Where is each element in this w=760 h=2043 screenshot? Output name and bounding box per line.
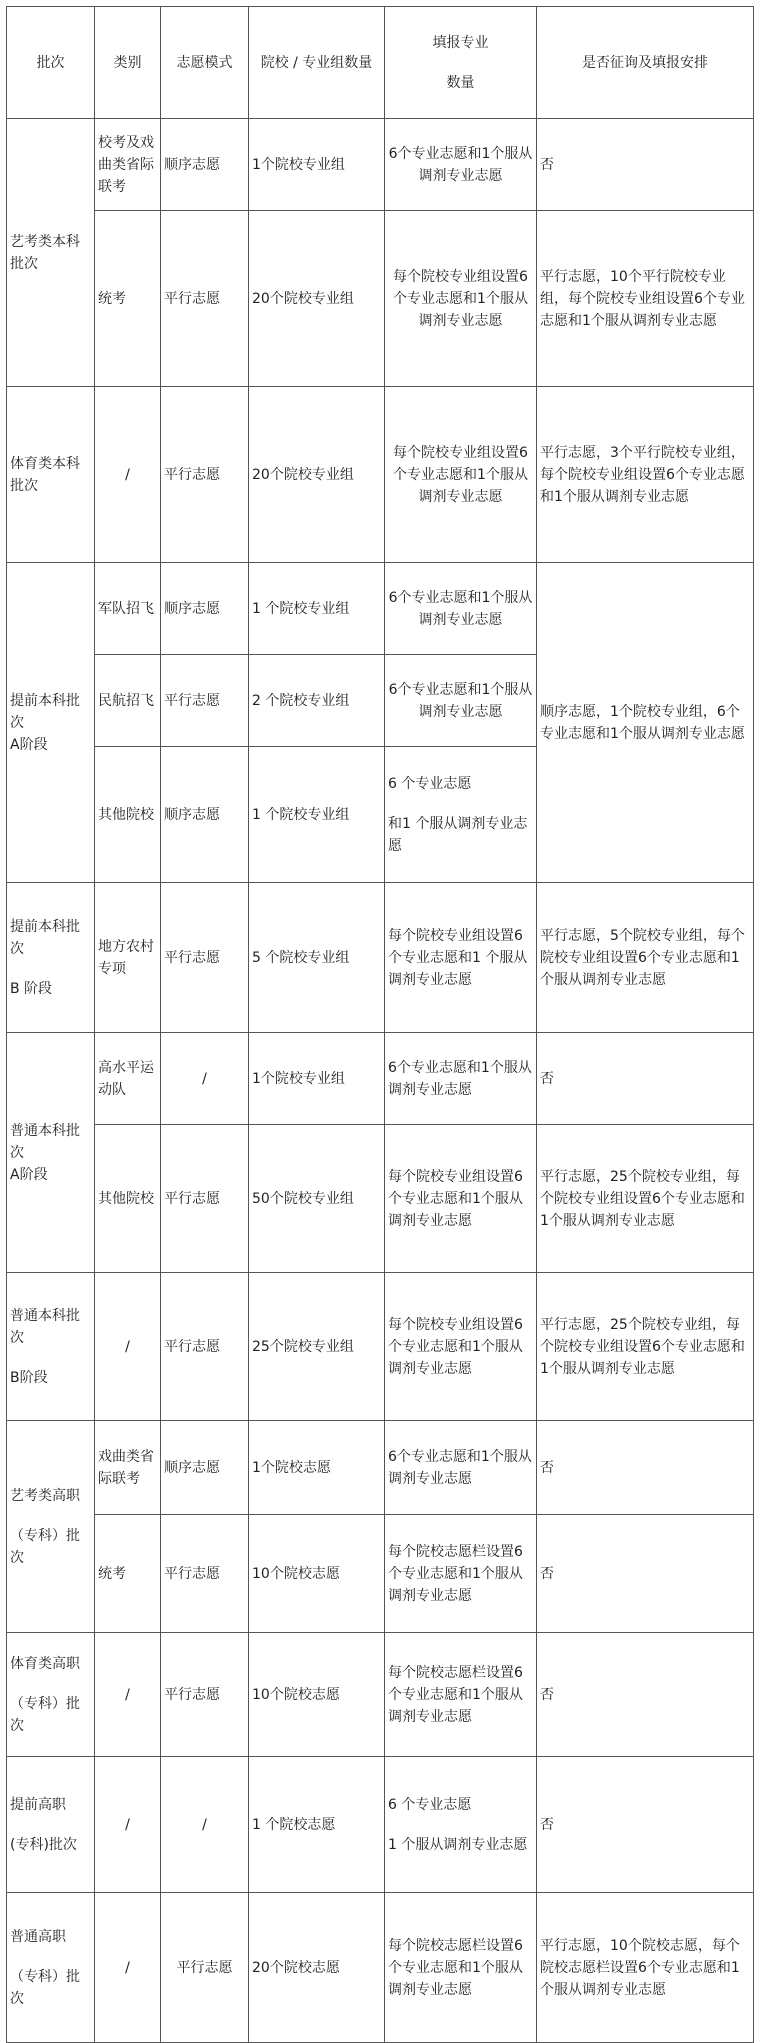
volunteer-table	[6, 6, 754, 2043]
batch-line: 普通高职	[10, 1928, 66, 1945]
count-cell: 1个院校专业组	[249, 119, 385, 211]
category-cell: 军队招飞	[95, 563, 161, 655]
major-line: 6 个专业志愿	[388, 775, 472, 792]
category-cell: 民航招飞	[95, 655, 161, 747]
batch-line: 普通本科批次	[10, 1122, 80, 1161]
major-cell: 6个专业志愿和1个服从调剂专业志愿	[385, 1033, 537, 1125]
batch-cell	[7, 1273, 95, 1421]
arrange-cell: 否	[537, 1033, 754, 1125]
category-cell: 高水平运动队	[95, 1033, 161, 1125]
arrange-cell: 否	[537, 1757, 754, 1893]
major-cell: 每个院校志愿栏设置6个专业志愿和1个服从调剂专业志愿	[385, 1893, 537, 2043]
batch-cell	[7, 1633, 95, 1757]
batch-line: B阶段	[10, 1369, 48, 1386]
table-row	[7, 1893, 754, 2043]
mode-cell: 平行志愿	[161, 1273, 249, 1421]
header-major-line2: 数量	[446, 74, 475, 91]
count-cell: 1 个院校专业组	[249, 563, 385, 655]
major-line: 和1 个服从调剂专业志愿	[388, 815, 528, 854]
batch-cell: 艺考类本科批次	[7, 119, 95, 387]
batch-line: A阶段	[10, 736, 48, 753]
header-arrange: 是否征询及填报安排	[537, 7, 754, 119]
category-cell: /	[95, 1273, 161, 1421]
batch-line: （专科）批次	[10, 1968, 80, 2007]
mode-cell: 顺序志愿	[161, 1421, 249, 1515]
category-cell: /	[95, 1757, 161, 1893]
mode-cell: 平行志愿	[161, 1515, 249, 1633]
category-cell: 统考	[95, 211, 161, 387]
arrange-cell: 平行志愿，10个院校志愿，每个院校志愿栏设置6个专业志愿和1个服从调剂专业志愿	[537, 1893, 754, 2043]
table-row	[7, 563, 754, 655]
mode-cell: 顺序志愿	[161, 119, 249, 211]
table-row	[7, 1033, 754, 1125]
mode-cell: 平行志愿	[161, 211, 249, 387]
batch-line: 体育类高职	[10, 1655, 80, 1672]
major-cell	[385, 1757, 537, 1893]
count-cell: 5 个院校专业组	[249, 883, 385, 1033]
mode-cell: 顺序志愿	[161, 747, 249, 883]
batch-cell: 体育类本科批次	[7, 387, 95, 563]
major-cell	[385, 747, 537, 883]
category-cell: 统考	[95, 1515, 161, 1633]
header-mode: 志愿模式	[161, 7, 249, 119]
mode-cell: 平行志愿	[161, 1893, 249, 2043]
count-cell: 10个院校志愿	[249, 1515, 385, 1633]
count-cell: 1 个院校志愿	[249, 1757, 385, 1893]
header-major	[385, 7, 537, 119]
batch-line: A阶段	[10, 1166, 48, 1183]
count-cell: 20个院校志愿	[249, 1893, 385, 2043]
count-cell: 25个院校专业组	[249, 1273, 385, 1421]
major-cell: 每个院校专业组设置6个专业志愿和1个服从调剂专业志愿	[385, 1273, 537, 1421]
count-cell: 50个院校专业组	[249, 1125, 385, 1273]
header-category: 类别	[95, 7, 161, 119]
category-cell: 其他院校	[95, 1125, 161, 1273]
header-row	[7, 7, 754, 119]
batch-line: B 阶段	[10, 980, 53, 997]
arrange-cell: 否	[537, 1633, 754, 1757]
count-cell: 1个院校专业组	[249, 1033, 385, 1125]
arrange-cell: 平行志愿，5个院校专业组，每个院校专业组设置6个专业志愿和1个服从调剂专业志愿	[537, 883, 754, 1033]
mode-cell: 平行志愿	[161, 387, 249, 563]
table-row	[7, 119, 754, 211]
major-cell: 6个专业志愿和1个服从调剂专业志愿	[385, 655, 537, 747]
category-cell: 其他院校	[95, 747, 161, 883]
batch-line: （专科）批次	[10, 1527, 80, 1566]
major-cell: 每个院校志愿栏设置6个专业志愿和1个服从调剂专业志愿	[385, 1515, 537, 1633]
batch-line: 提前高职	[10, 1796, 66, 1813]
major-cell: 每个院校志愿栏设置6个专业志愿和1个服从调剂专业志愿	[385, 1633, 537, 1757]
category-cell: 校考及戏曲类省际联考	[95, 119, 161, 211]
arrange-cell: 平行志愿，3个平行院校专业组，每个院校专业组设置6个专业志愿和1个服从调剂专业志愿	[537, 387, 754, 563]
category-cell: 地方农村专项	[95, 883, 161, 1033]
table-row	[7, 1757, 754, 1893]
major-cell: 每个院校专业组设置6 个专业志愿和1 个服从调剂专业志愿	[385, 883, 537, 1033]
category-cell: /	[95, 1633, 161, 1757]
arrange-cell: 平行志愿，25个院校专业组，每个院校专业组设置6个专业志愿和1个服从调剂专业志愿	[537, 1273, 754, 1421]
mode-cell: 顺序志愿	[161, 563, 249, 655]
category-cell: 戏曲类省际联考	[95, 1421, 161, 1515]
arrange-cell: 否	[537, 1421, 754, 1515]
table-row	[7, 883, 754, 1033]
major-cell: 每个院校专业组设置6个专业志愿和1个服从调剂专业志愿	[385, 1125, 537, 1273]
header-batch: 批次	[7, 7, 95, 119]
header-major-line1: 填报专业	[432, 34, 489, 51]
mode-cell: 平行志愿	[161, 1633, 249, 1757]
arrange-cell: 否	[537, 1515, 754, 1633]
category-cell: /	[95, 387, 161, 563]
mode-cell: 平行志愿	[161, 883, 249, 1033]
major-cell: 6个专业志愿和1个服从调剂专业志愿	[385, 1421, 537, 1515]
mode-cell: 平行志愿	[161, 655, 249, 747]
count-cell: 2 个院校专业组	[249, 655, 385, 747]
arrange-cell: 否	[537, 119, 754, 211]
major-cell: 6个专业志愿和1个服从调剂专业志愿	[385, 563, 537, 655]
batch-cell	[7, 1421, 95, 1633]
major-cell: 每个院校专业组设置6个专业志愿和1个服从调剂专业志愿	[385, 387, 537, 563]
batch-cell	[7, 563, 95, 883]
count-cell: 20个院校专业组	[249, 387, 385, 563]
batch-cell	[7, 1033, 95, 1273]
major-line: 1 个服从调剂专业志愿	[388, 1836, 528, 1853]
count-cell: 20个院校专业组	[249, 211, 385, 387]
batch-cell	[7, 883, 95, 1033]
mode-cell: 平行志愿	[161, 1125, 249, 1273]
table-row	[7, 1421, 754, 1515]
count-cell: 1个院校志愿	[249, 1421, 385, 1515]
batch-line: 普通本科批次	[10, 1307, 80, 1346]
major-line: 6 个专业志愿	[388, 1796, 472, 1813]
count-cell: 10个院校志愿	[249, 1633, 385, 1757]
batch-cell	[7, 1757, 95, 1893]
batch-cell	[7, 1893, 95, 2043]
batch-line: (专科)批次	[10, 1836, 77, 1853]
mode-cell: /	[161, 1757, 249, 1893]
arrange-cell: 顺序志愿，1个院校专业组，6个专业志愿和1个服从调剂专业志愿	[537, 563, 754, 883]
table-row	[7, 1515, 754, 1633]
table-row	[7, 1273, 754, 1421]
arrange-cell: 平行志愿，25个院校专业组，每个院校专业组设置6个专业志愿和1个服从调剂专业志愿	[537, 1125, 754, 1273]
batch-line: 提前本科批次	[10, 918, 80, 957]
table-row	[7, 1125, 754, 1273]
batch-line: 艺考类高职	[10, 1487, 80, 1504]
header-count: 院校 / 专业组数量	[249, 7, 385, 119]
category-cell: /	[95, 1893, 161, 2043]
major-cell: 每个院校专业组设置6个专业志愿和1个服从调剂专业志愿	[385, 211, 537, 387]
table-row	[7, 387, 754, 563]
count-cell: 1 个院校专业组	[249, 747, 385, 883]
batch-line: 提前本科批次	[10, 692, 80, 731]
table-row	[7, 1633, 754, 1757]
arrange-cell: 平行志愿，10个平行院校专业组，每个院校专业组设置6个专业志愿和1个服从调剂专业志愿	[537, 211, 754, 387]
major-cell: 6个专业志愿和1个服从调剂专业志愿	[385, 119, 537, 211]
mode-cell: /	[161, 1033, 249, 1125]
table-row	[7, 211, 754, 387]
batch-line: （专科）批次	[10, 1695, 80, 1734]
